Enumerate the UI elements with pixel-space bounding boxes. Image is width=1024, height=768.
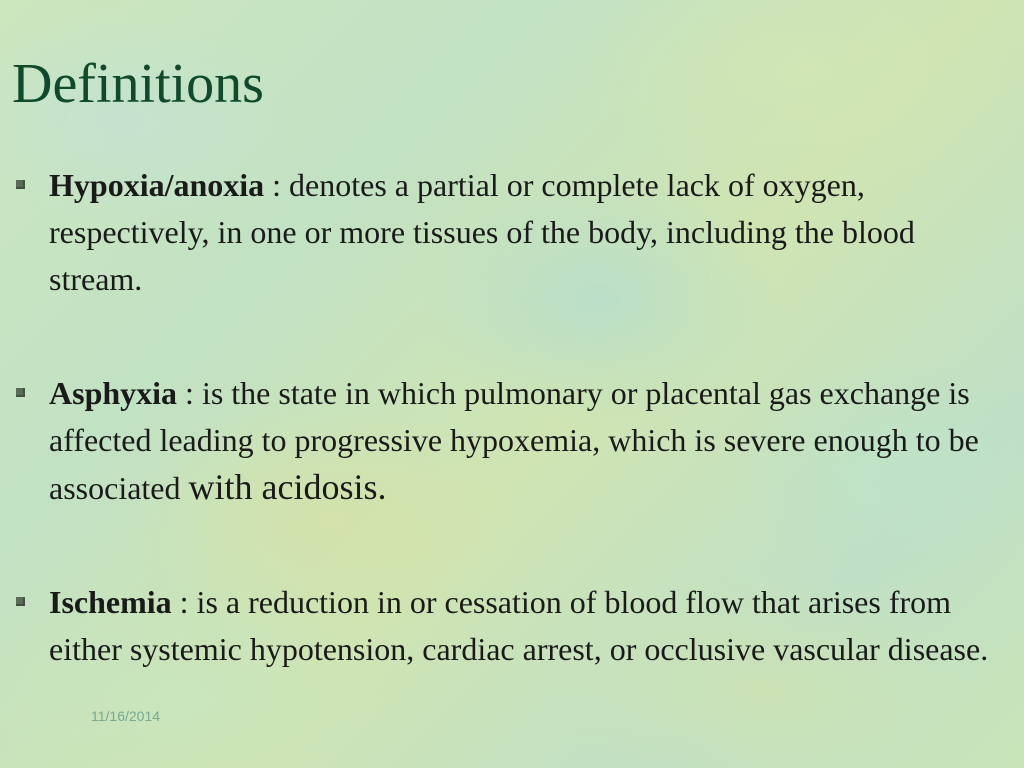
square-bullet-icon bbox=[16, 388, 25, 397]
definition-text: : denotes a partial or complete lack of oxygen, respectively, in one or more tissues of the body, including the blood stream. bbox=[49, 167, 915, 297]
slide-title: Definitions bbox=[12, 53, 264, 115]
definition-hypoxia bbox=[0, 162, 1000, 303]
definition-term: Ischemia bbox=[49, 584, 172, 620]
definition-text: : is a reduction in or cessation of blood flow that arises from either systemic hypotension, cardiac arrest, or occlusive vascular disease. bbox=[49, 584, 989, 667]
definition-asphyxia bbox=[0, 370, 1000, 512]
square-bullet-icon bbox=[16, 597, 25, 606]
definition-text-emphasis: with acidosis. bbox=[188, 467, 387, 507]
definition-term: Asphyxia bbox=[49, 375, 178, 411]
square-bullet-icon bbox=[16, 180, 25, 189]
definition-text: : is the state in which pulmonary or placental gas exchange is affected leading to progressive hypoxemia, which is severe enough to be associated bbox=[49, 375, 979, 506]
definition-ischemia bbox=[0, 579, 1000, 673]
footer-date: 11/16/2014 bbox=[91, 708, 161, 724]
definition-list bbox=[0, 162, 1000, 673]
definition-term: Hypoxia/anoxia bbox=[49, 167, 265, 203]
